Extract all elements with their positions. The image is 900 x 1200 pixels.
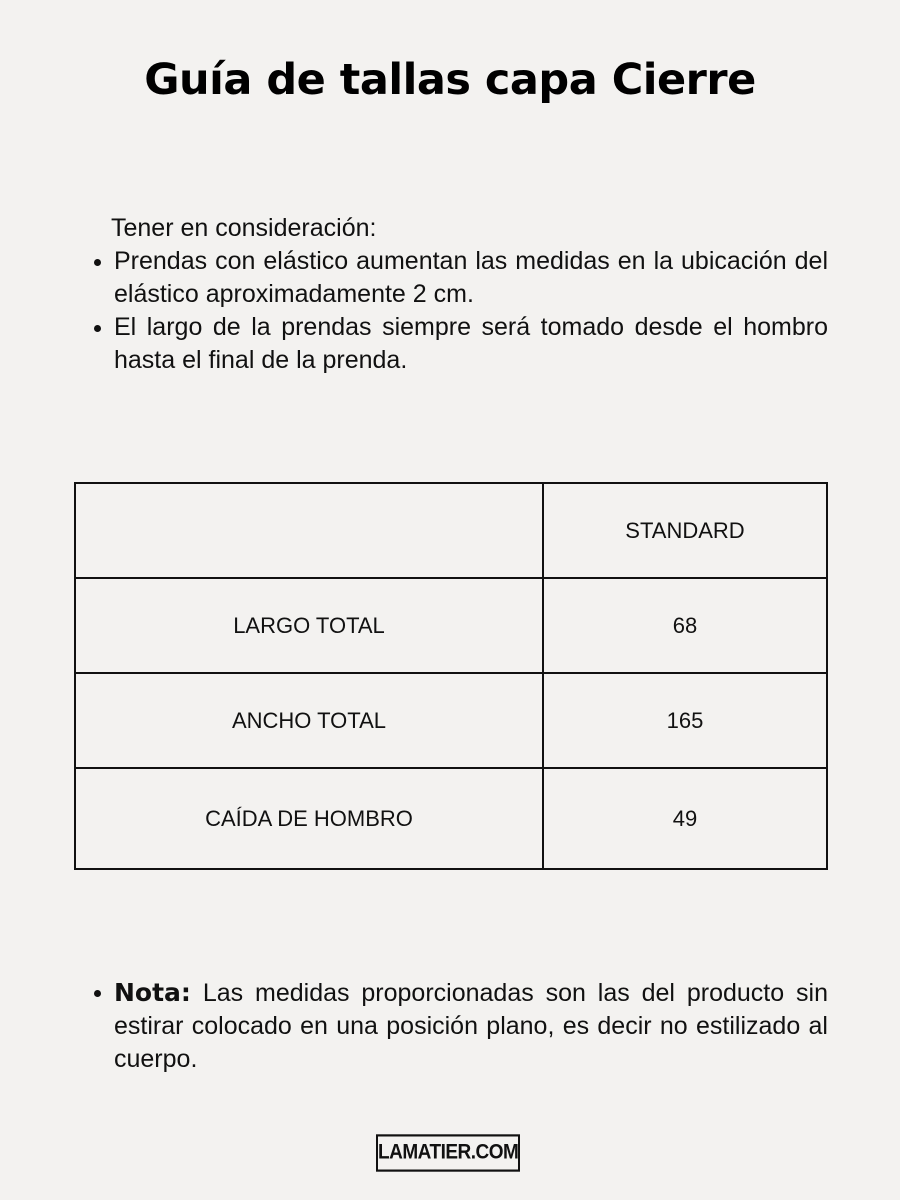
row-label: LARGO TOTAL <box>75 578 543 673</box>
row-value: 68 <box>543 578 827 673</box>
page-title: Guía de tallas capa Cierre <box>144 55 756 105</box>
row-value: 165 <box>543 673 827 768</box>
row-label: CAÍDA DE HOMBRO <box>75 768 543 869</box>
table-header-row <box>75 483 827 578</box>
consideration-heading: Tener en consideración: <box>111 214 377 242</box>
table-row <box>75 673 827 768</box>
size-table <box>74 482 828 870</box>
list-item: El largo de la prendas siempre será tomado desde el hombro hasta el final de la prenda. <box>88 311 828 377</box>
note-section <box>88 976 828 1076</box>
brand-logo[interactable]: LAMATIER.COM <box>376 1134 520 1171</box>
table-row <box>75 578 827 673</box>
table-header-cell <box>75 483 543 578</box>
table-row <box>75 768 827 869</box>
note-item <box>88 976 828 1076</box>
list-item: Prendas con elástico aumentan las medidas en la ubicación del elástico aproximadamente 2 cm. <box>88 245 828 311</box>
note-label: Nota: <box>114 978 191 1007</box>
note-text: Las medidas proporcionadas son las del producto sin estirar colocado en una posición plano, es decir no estilizado al cuerpo. <box>114 979 828 1073</box>
note-list <box>88 976 828 1076</box>
row-value: 49 <box>543 768 827 869</box>
consideration-list <box>88 245 828 377</box>
consideration-section <box>88 212 828 377</box>
table-header-cell: STANDARD <box>543 483 827 578</box>
row-label: ANCHO TOTAL <box>75 673 543 768</box>
